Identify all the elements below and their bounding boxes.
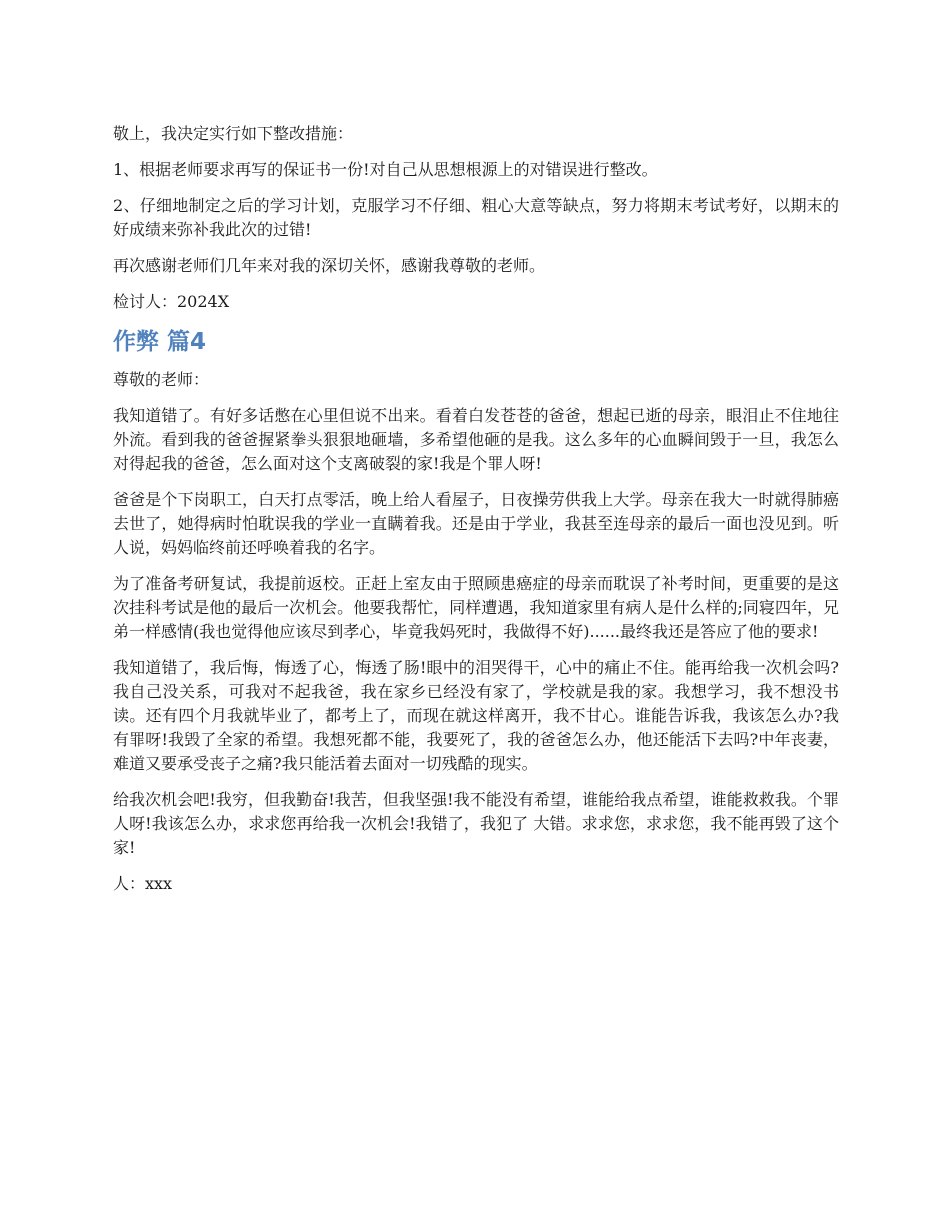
paragraph-body-2: 爸爸是个下岗职工，白天打点零活，晚上给人看屋子，日夜操劳供我上大学。母亲在我大一时就得肺癌去世了，她得病时怕耽误我的学业一直瞒着我。还是由于学业，我甚至连母亲的最后一面也没见到。听人说，妈妈临终前还呼唤着我的名字。 <box>113 490 839 557</box>
paragraph-body-4: 我知道错了，我后悔，悔透了心，悔透了肠!眼中的泪哭得干，心中的痛止不住。能再给我一次机会吗?我自己没关系，可我对不起我爸，我在家乡已经没有家了，学校就是我的家。我想学习，我不想没书读。还有四个月我就毕业了，都考上了，而现在就这样离开，我不甘心。谁能告诉我，我该怎么办?我有罪呀!我毁了全家的希望。我想死都不能，我要死了，我的爸爸怎么办，他还能活下去吗?中年丧妻，难道又要承受丧子之痛?我只能活着去面对一切残酷的现实。 <box>113 658 839 773</box>
paragraph-salutation: 尊敬的老师： <box>113 370 210 389</box>
paragraph-intro: 敬上，我决定实行如下整改措施： <box>113 124 354 143</box>
document-page <box>113 122 839 908</box>
paragraph-signature-2: 人：xxx <box>113 874 173 893</box>
section-heading: 作弊 篇4 <box>113 329 207 355</box>
paragraph-signature: 检讨人：2024X <box>113 292 230 311</box>
paragraph-body-3: 为了准备考研复试，我提前返校。正赶上室友由于照顾患癌症的母亲而耽误了补考时间，更重要的是这次挂科考试是他的最后一次机会。他要我帮忙，同样遭遇，我知道家里有病人是什么样的;同寝四年，兄弟一样感情(我也觉得他应该尽到孝心，毕竟我妈死时，我做得不好)......最终我还是答应了他的要求! <box>113 574 839 641</box>
paragraph-measure-2: 2、仔细地制定之后的学习计划，克服学习不仔细、粗心大意等缺点，努力将期末考试考好，以期末的好成绩来弥补我此次的过错! <box>113 196 839 239</box>
paragraph-body-1: 我知道错了。有好多话憋在心里但说不出来。看着白发苍苍的爸爸，想起已逝的母亲，眼泪止不住地往外流。看到我的爸爸握紧拳头狠狠地砸墙，多希望他砸的是我。这么多年的心血瞬间毁于一旦，我怎么对得起我的爸爸，怎么面对这个支离破裂的家!我是个罪人呀! <box>113 406 839 473</box>
paragraph-thanks: 再次感谢老师们几年来对我的深切关怀，感谢我尊敬的老师。 <box>113 256 546 275</box>
paragraph-measure-1: 1、根据老师要求再写的保证书一份!对自己从思想根源上的对错误进行整改。 <box>113 160 658 179</box>
paragraph-body-5: 给我次机会吧!我穷，但我勤奋!我苦，但我坚强!我不能没有希望，谁能给我点希望，谁能救救我。个罪人呀!我该怎么办，求求您再给我一次机会!我错了，我犯了 大错。求求您，求求您，我不能再毁了这个家! <box>113 790 839 857</box>
